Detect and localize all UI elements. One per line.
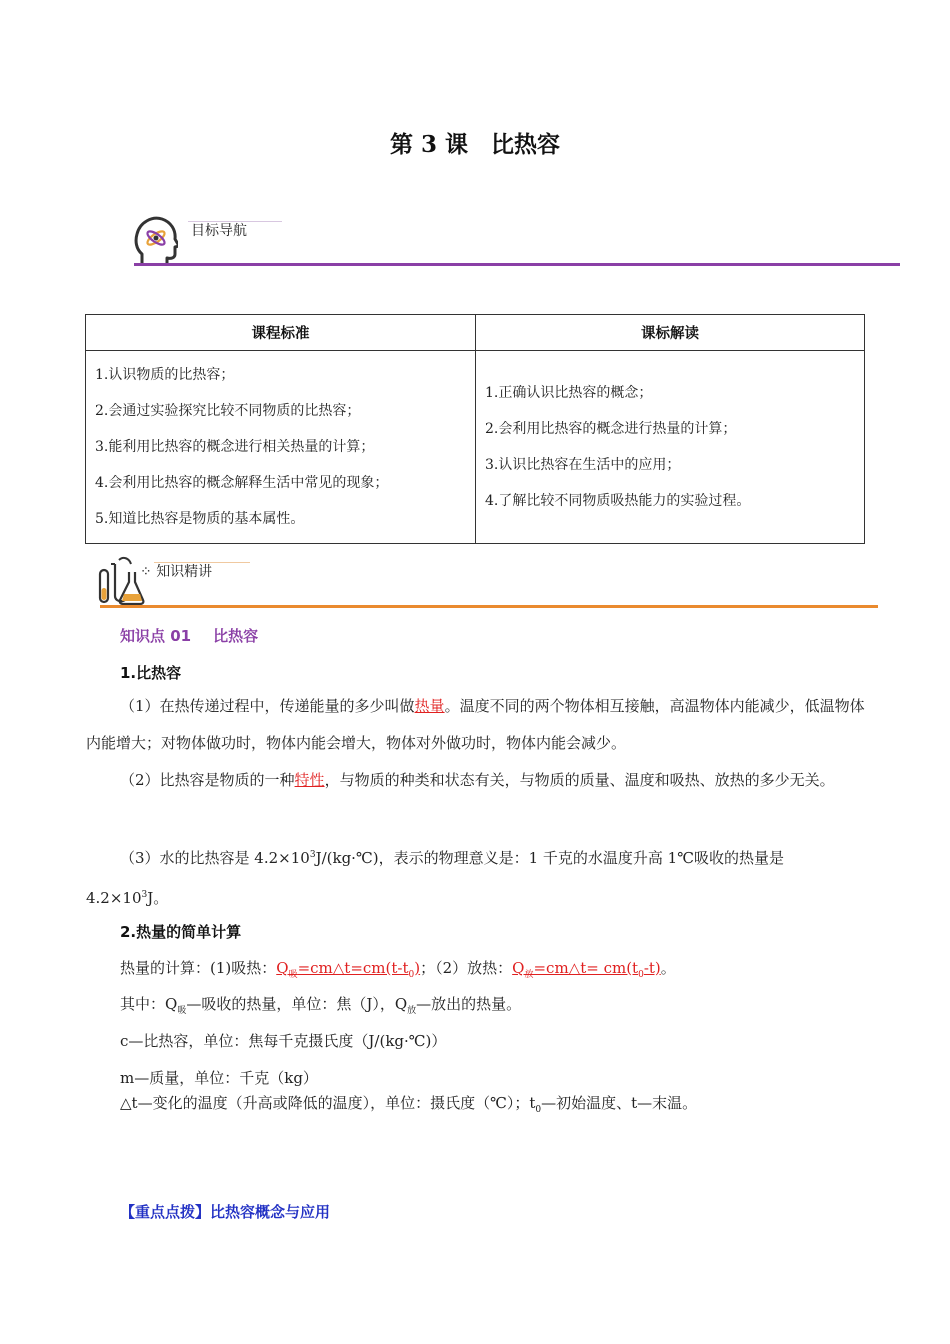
definition-c: c—比热容，单位：焦每千克摄氏度（J/(kg·℃)） bbox=[120, 1032, 447, 1050]
paragraph-2: （2）比热容是物质的一种特性，与物质的种类和状态有关，与物质的质量、温度和吸热、放热的多少无关。 bbox=[120, 771, 835, 789]
list-item: 4.了解比较不同物质吸热能力的实验过程。 bbox=[485, 493, 751, 509]
definition-delta-t: △t—变化的温度（升高或降低的温度），单位：摄氏度（℃）；$t_0—$初始温度、t—末温。 bbox=[120, 1094, 698, 1115]
subsection-title-2: 2.热量的简单计算 bbox=[120, 923, 242, 941]
table-header-row bbox=[86, 315, 865, 351]
list-item: 2.会通过实验探究比较不同物质的比热容； bbox=[95, 403, 361, 419]
list-item: 5.知道比热容是物质的基本属性。 bbox=[95, 511, 305, 527]
list-item: 1.正确认识比热容的概念； bbox=[485, 385, 653, 401]
keyword-heat: 热量 bbox=[414, 697, 445, 715]
subsection-title-1: 1.比热容 bbox=[120, 664, 182, 682]
lab-flask-icon bbox=[97, 556, 145, 606]
key-point-heading: 【重点点拨】比热容概念与应用 bbox=[120, 1203, 331, 1221]
list-item: 4.会利用比热容的概念解释生活中常见的现象； bbox=[95, 475, 389, 491]
standards-cell bbox=[86, 351, 476, 544]
table-row bbox=[86, 351, 865, 544]
formula-release: $Q_放=cm\triangle t= cm(t_0-t)$ bbox=[512, 959, 661, 980]
section-divider-orange bbox=[100, 605, 878, 608]
list-item: 1.认识物质的比热容； bbox=[95, 367, 235, 383]
knowledge-label-text: 知识精讲 bbox=[156, 564, 213, 580]
table-header-standards: 课程标准 bbox=[86, 315, 476, 351]
knowledge-point-heading bbox=[120, 625, 280, 646]
section-divider-purple bbox=[134, 263, 900, 266]
formula-line: 热量的计算：(1)吸热：$Q_吸=cm\triangle t=cm(t-t_0)$；（2）放热：$Q_放=cm\triangle t= cm(t_0-t)$。 bbox=[120, 959, 676, 980]
section-label-knowledge bbox=[140, 561, 212, 581]
formula-absorb: $Q_吸=cm\triangle t=cm(t-t_0)$ bbox=[276, 959, 421, 980]
paragraph-1: （1）在热传递过程中，传递能量的多少叫做热量。温度不同的两个物体相互接触，高温物体内能减少，低温物体内能增大；对物体做功时，物体内能会增大，物体对外做功时，物体内能会减少。 bbox=[86, 697, 865, 752]
page-title: 第 3 课 比热容 bbox=[389, 131, 561, 158]
list-item: 3.认识比热容在生活中的应用； bbox=[485, 457, 681, 473]
definition-m: m—质量，单位：千克（kg） bbox=[120, 1069, 318, 1087]
definition-q: 其中：$Q_吸—$吸收的热量，单位：焦（J），$Q_放—$放出的热量。 bbox=[120, 995, 522, 1016]
standards-table bbox=[85, 314, 865, 544]
interpretation-cell bbox=[476, 351, 865, 544]
keyword-property: 特性 bbox=[294, 771, 325, 789]
list-item: 3.能利用比热容的概念进行相关热量的计算； bbox=[95, 439, 375, 455]
list-item: 2.会利用比热容的概念进行热量的计算； bbox=[485, 421, 737, 437]
paragraph-3: （3）水的比热容是 $4.2\times 10^3J/(kg\cdot℃)$，表示的物理意义是：1 千克的水温度升高 1℃吸收的热量是 $4.2\times 10^3J$。 bbox=[86, 849, 784, 907]
table-header-interpretation: 课标解读 bbox=[476, 315, 865, 351]
section-label-goals: 目标导航 bbox=[191, 223, 247, 239]
knowledge-point-name: 比热容 bbox=[213, 627, 259, 645]
knowledge-point-number: 知识点 01 bbox=[120, 627, 192, 645]
brain-head-icon bbox=[134, 214, 178, 266]
dots-icon: ⁘ bbox=[140, 564, 152, 580]
